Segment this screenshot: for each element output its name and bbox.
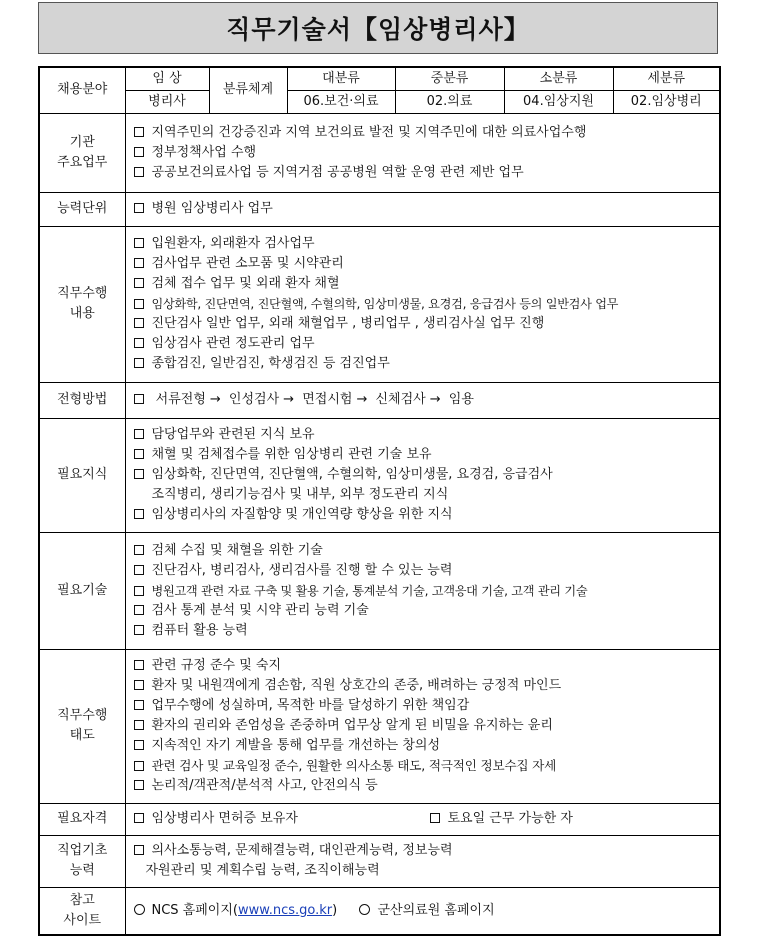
- list-item: 관련 검사 및 교육일정 준수, 원활한 의사소통 태도, 적극적인 정보수집 자세: [134, 756, 714, 776]
- list-item: 진단검사 일반 업무, 외래 채혈업무 , 병리업무 , 생리검사실 업무 진행: [134, 314, 714, 334]
- attitude-row: [39, 649, 720, 803]
- col-minor: 소분류: [504, 67, 613, 90]
- checkbox-icon: [134, 358, 144, 368]
- list-item: 임상병리사의 자질함양 및 개인역량 향상을 위한 지식: [134, 505, 714, 525]
- basic-ability-row: [39, 835, 720, 887]
- field-value-2: 병리사: [125, 90, 209, 113]
- list-item: 지역주민의 건강증진과 지역 보건의료 발전 및 지역주민에 대한 의료사업수행: [134, 123, 714, 143]
- reference-row: [39, 887, 720, 935]
- val-middle: 02.의료: [395, 90, 504, 113]
- list-item: 논리적/객관적/분석적 사고, 안전의식 등: [134, 776, 714, 796]
- checkbox-icon: [134, 299, 144, 309]
- ability-content: [125, 192, 720, 226]
- ability-row: [39, 192, 720, 226]
- list-item: 채혈 및 검체접수를 위한 임상병리 관련 기술 보유: [134, 445, 714, 465]
- list-item: 정부정책사업 수행: [134, 143, 714, 163]
- process-label: 전형방법: [39, 382, 125, 418]
- list-item: 임상화학, 진단면역, 진단혈액, 수혈의학, 임상미생물, 요경검, 응급검사: [134, 465, 714, 485]
- job-description-table: [38, 66, 721, 936]
- list-item: 환자 및 내원객에게 겸손함, 직원 상호간의 존중, 배려하는 긍정적 마인드: [134, 676, 714, 696]
- checkbox-icon: [134, 394, 144, 404]
- agency-label: 기관 주요업무: [39, 113, 125, 192]
- val-major: 06.보건·의료: [287, 90, 395, 113]
- agency-row: [39, 113, 720, 192]
- checkbox-icon: [134, 238, 144, 248]
- list-item: 임상화학, 진단면역, 진단혈액, 수혈의학, 임상미생물, 요경검, 응급검사 등의 일반검사 업무: [134, 294, 714, 314]
- checkbox-icon: [134, 720, 144, 730]
- checkbox-icon: [134, 338, 144, 348]
- checkbox-icon: [134, 127, 144, 137]
- field-value-1: 임 상: [125, 67, 209, 90]
- checkbox-icon: [134, 429, 144, 439]
- process-row: [39, 382, 720, 418]
- duties-row: [39, 226, 720, 382]
- list-item: 종합검진, 일반검진, 학생검진 등 검진업무: [134, 354, 714, 374]
- title-banner: [38, 2, 718, 54]
- checkbox-icon: [134, 545, 144, 555]
- knowledge-row: [39, 418, 720, 532]
- list-item: 관련 규정 준수 및 숙지: [134, 656, 714, 676]
- val-detail: 02.임상병리: [613, 90, 720, 113]
- circle-bullet-icon: [359, 904, 370, 915]
- duties-label: 직무수행 내용: [39, 226, 125, 382]
- list-item: 검사 통계 분석 및 시약 관리 능력 기술: [134, 601, 714, 621]
- list-item: 입원환자, 외래환자 검사업무: [134, 234, 714, 254]
- arrow-icon: →: [209, 392, 221, 407]
- ability-label: 능력단위: [39, 192, 125, 226]
- reference-label: 참고 사이트: [39, 887, 125, 935]
- hospital-homepage-text: 군산의료원 홈페이지: [377, 902, 495, 918]
- agency-content: [125, 113, 720, 192]
- checkbox-icon: [134, 147, 144, 157]
- list-item: 컴퓨터 활용 능력: [134, 621, 714, 641]
- arrow-icon: →: [429, 392, 441, 407]
- list-item: 공공보건의료사업 등 지역거점 공공병원 역할 운영 관련 제반 업무: [134, 163, 714, 183]
- basic-ability-label: 직업기초 능력: [39, 835, 125, 887]
- checkbox-icon: [134, 586, 144, 596]
- checkbox-icon: [134, 740, 144, 750]
- arrow-icon: →: [283, 392, 295, 407]
- checkbox-icon: [134, 278, 144, 288]
- qualification-content: 임상병리사 면허증 보유자 토요일 근무 가능한 자: [125, 803, 720, 835]
- list-item: 검사업무 관련 소모품 및 시약관리: [134, 254, 714, 274]
- checkbox-icon: [134, 318, 144, 328]
- list-item: 검체 수집 및 채혈을 위한 기술: [134, 541, 714, 561]
- checkbox-icon: [134, 845, 144, 855]
- field-label: 채용분야: [39, 67, 125, 113]
- col-middle: 중분류: [395, 67, 504, 90]
- list-item: 담당업무와 관련된 지식 보유: [134, 425, 714, 445]
- checkbox-icon: [134, 680, 144, 690]
- checkbox-icon: [134, 660, 144, 670]
- circle-bullet-icon: [134, 904, 145, 915]
- attitude-content: [125, 649, 720, 803]
- skills-label: 필요기술: [39, 532, 125, 649]
- qualification-row: [39, 803, 720, 835]
- col-detail: 세분류: [613, 67, 720, 90]
- checkbox-icon: [134, 509, 144, 519]
- checkbox-icon: [134, 605, 144, 615]
- list-item-continuation: 조직병리, 생리기능검사 및 내부, 외부 정도관리 지식: [151, 487, 449, 502]
- arrow-icon: →: [356, 392, 368, 407]
- checkbox-icon: [134, 167, 144, 177]
- class-label: 분류체계: [209, 67, 287, 113]
- list-item: 진단검사, 병리검사, 생리검사를 진행 할 수 있는 능력: [134, 561, 714, 581]
- list-item: 병원 임상병리사 업무: [134, 199, 714, 219]
- checkbox-icon: [134, 780, 144, 790]
- knowledge-content: [125, 418, 720, 532]
- reference-content: NCS 홈페이지(www.ncs.go.kr) 군산의료원 홈페이지: [125, 887, 720, 935]
- skills-content: [125, 532, 720, 649]
- list-item: 업무수행에 성실하며, 목적한 바를 달성하기 위한 책임감: [134, 696, 714, 716]
- header-row-2: [39, 90, 720, 113]
- list-item: 환자의 권리와 존엄성을 존중하며 업무상 알게 된 비밀을 유지하는 윤리: [134, 716, 714, 736]
- checkbox-icon: [134, 761, 144, 771]
- header-row-1: [39, 67, 720, 90]
- basic-ability-content: 의사소통능력, 문제해결능력, 대인관계능력, 정보능력 자원관리 및 계획수립 능력, 조직이해능력: [125, 835, 720, 887]
- knowledge-label: 필요지식: [39, 418, 125, 532]
- duties-content: [125, 226, 720, 382]
- process-content: 서류전형 → 인성검사 → 면접시험 → 신체검사 → 임용: [125, 382, 720, 418]
- checkbox-icon: [134, 700, 144, 710]
- qualification-label: 필요자격: [39, 803, 125, 835]
- ncs-link[interactable]: www.ncs.go.kr: [238, 902, 333, 918]
- checkbox-icon: [134, 813, 144, 823]
- list-item: 검체 접수 업무 및 외래 환자 채혈: [134, 274, 714, 294]
- checkbox-icon: [134, 203, 144, 213]
- val-minor: 04.임상지원: [504, 90, 613, 113]
- checkbox-icon: [134, 469, 144, 479]
- page-title: 직무기술서【임상병리사】: [226, 15, 530, 44]
- checkbox-icon: [430, 813, 440, 823]
- list-item: 임상검사 관련 정도관리 업무: [134, 334, 714, 354]
- checkbox-icon: [134, 565, 144, 575]
- skills-row: [39, 532, 720, 649]
- list-item: 지속적인 자기 계발을 통해 업무를 개선하는 창의성: [134, 736, 714, 756]
- checkbox-icon: [134, 449, 144, 459]
- attitude-label: 직무수행 태도: [39, 649, 125, 803]
- col-major: 대분류: [287, 67, 395, 90]
- checkbox-icon: [134, 625, 144, 635]
- list-item: 병원고객 관련 자료 구축 및 활용 기술, 통계분석 기술, 고객응대 기술, 고객 관리 기술: [134, 581, 714, 601]
- checkbox-icon: [134, 258, 144, 268]
